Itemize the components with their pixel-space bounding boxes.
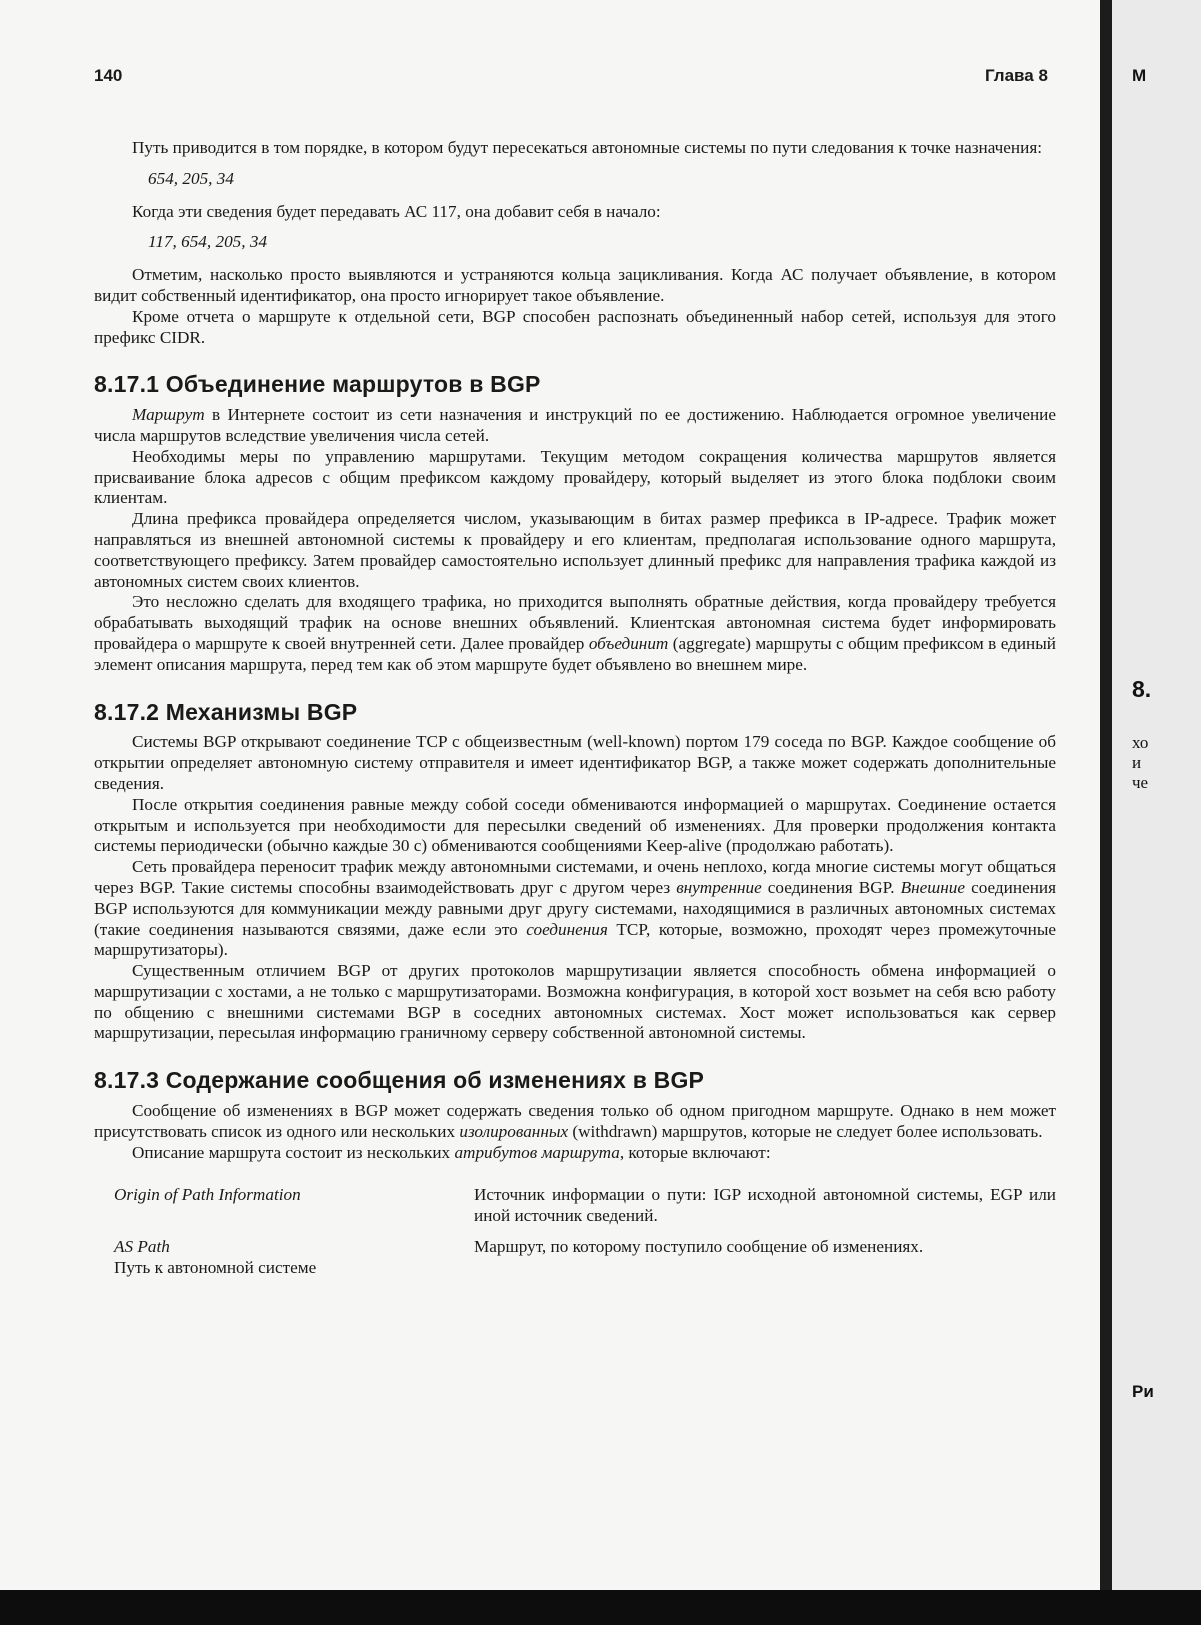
chapter-header: Глава 8	[985, 66, 1048, 85]
term: Внешние	[900, 877, 966, 897]
paragraph: Необходимы меры по управлению маршрутами. Текущим методом сокращения количества маршрутов является присваивание блока адресов с общим префиксом каждому провайдеру, который выделяет из этого блока подблоки своим клиентам.	[94, 446, 1056, 508]
example-path: 654, 205, 34	[148, 168, 234, 188]
adjacent-page-fragment: и	[1132, 753, 1142, 772]
adjacent-page-fragment: 8.	[1132, 676, 1152, 702]
page-number: 140	[94, 66, 123, 85]
paragraph: Это несложно сделать для входящего трафика, но приходится выполнять обратные действия, когда провайдеру требуется обрабатывать выходящий трафик на основе внешних объявлений. Клиентская автономная система будет информировать провайдера о маршруте к своей внутренней сети. Далее провайдер объединит (aggregate) маршруты с общим префиксом в единый элемент описания маршрута, перед тем как об этом маршруте будет объявлено во внешнем мире.	[94, 592, 1056, 674]
paragraph: Существенным отличием BGP от других протоколов маршрутизации является способность обмена информацией о маршрутизации с хостами, а не только с маршрутизаторами. Возможна конфигурация, в которой хост возьмет на себя всю работу по общению с внешними системами BGP в соседних автономных системах. Хост может использоваться как сервер маршрутизации, пересылая информацию граничному серверу собственной автономной системы.	[94, 961, 1056, 1043]
paragraph: Путь приводится в том порядке, в котором будут пересекаться автономные системы по пути следования к точке назначения:	[132, 138, 1043, 157]
term: Маршрут	[132, 405, 205, 425]
term: соединения	[526, 919, 608, 939]
attribute-description: Источник информации о пути: IGP исходной автономной системы, EGP или иной источник сведений.	[474, 1185, 1056, 1226]
paragraph: Описание маршрута состоит из нескольких атрибутов маршрута, которые включают:	[132, 1142, 771, 1162]
attribute-description: Маршрут, по которому поступило сообщение об изменениях.	[474, 1237, 924, 1257]
attribute-subtitle: Путь к автономной системе	[114, 1257, 317, 1277]
attributes-list	[114, 1185, 1056, 1278]
adjacent-page	[1112, 0, 1201, 1590]
adjacent-page-fragment: Ри	[1132, 1382, 1154, 1401]
adjacent-page-fragment: M	[1132, 66, 1147, 85]
section-heading: 8.17.3 Содержание сообщения об изменениях в BGP	[94, 1067, 705, 1094]
section-heading: 8.17.1 Объединение маршрутов в BGP	[94, 371, 541, 398]
attribute-term: AS Path Путь к автономной системе	[114, 1237, 474, 1279]
paragraph: После открытия соединения равные между собой соседи обмениваются информацией о маршрутах. Соединение остается открытым и используется при необходимости для пересылки сведений об изменениях. Для проверки продолжения контакта системы периодически (обычно каждые 30 с) обмениваются сообщениями Keep-alive (продолжаю работать).	[94, 794, 1056, 856]
paragraph: Сообщение об изменениях в BGP может содержать сведения только об одном пригодном маршруте. Однако в нем может присутствовать список из одного или нескольких изолированных (withdrawn) маршрутов, которые не следует более использовать.	[94, 1101, 1056, 1141]
term: атрибутов маршрута	[454, 1142, 620, 1162]
scan-border	[0, 1590, 1201, 1625]
adjacent-page-fragment: че	[1132, 773, 1149, 792]
term: внутренние	[676, 877, 762, 897]
section-heading: 8.17.2 Механизмы BGP	[94, 698, 358, 725]
attribute-term: Origin of Path Information	[114, 1185, 301, 1205]
term: изолированных	[459, 1121, 569, 1141]
paragraph: Отметим, насколько просто выявляются и устраняются кольца зацикливания. Когда АС получает объявление, в котором видит собственный идентификатор, она просто игнорирует такое объявление.	[94, 265, 1056, 305]
paragraph: Длина префикса провайдера определяется числом, указывающим в битах размер префикса в IP-адресе. Трафик может направляться из внешней автономной системы к провайдеру и его клиентам, предполагая использование одного маршрута, соответствующего префиксу. Затем провайдер самостоятельно использует длинный префикс для направления трафика каждой из автономных систем своих клиентов.	[94, 509, 1056, 591]
term: объединит	[588, 633, 669, 653]
paragraph: Когда эти сведения будет передавать АС 117, она добавит себя в начало:	[132, 201, 661, 221]
adjacent-page-fragment: хо	[1132, 733, 1149, 752]
page-body	[94, 138, 1056, 1279]
example-path: 117, 654, 205, 34	[148, 232, 268, 252]
paragraph: Кроме отчета о маршруте к отдельной сети, BGP способен распознать объединенный набор сетей, используя для этого префикс CIDR.	[94, 306, 1056, 347]
book-spine	[1100, 0, 1112, 1590]
paragraph: Сеть провайдера переносит трафик между автономными системами, и очень неплохо, когда многие системы могут общаться через BGP. Такие системы способны взаимодействовать друг с другом через внутренние соединения BGP. Внешние соединения BGP используются для коммуникации между равными друг другу системами, находящимися в различных автономных системах (такие соединения называются связями, даже если это соединения TCP, которые, возможно, проходят через промежуточные маршрутизаторы).	[94, 857, 1057, 960]
paragraph: Маршрут в Интернете состоит из сети назначения и инструкций по ее достижению. Наблюдается огромное увеличение числа маршрутов вследствие увеличения числа сетей.	[94, 405, 1056, 445]
paragraph: Системы BGP открывают соединение TCP с общеизвестным (well-known) портом 179 соседа по BGP. Каждое сообщение об открытии определяет автономную систему отправителя и имеет идентификатор BGP, а также может содержать дополнительные сведения.	[94, 732, 1056, 793]
